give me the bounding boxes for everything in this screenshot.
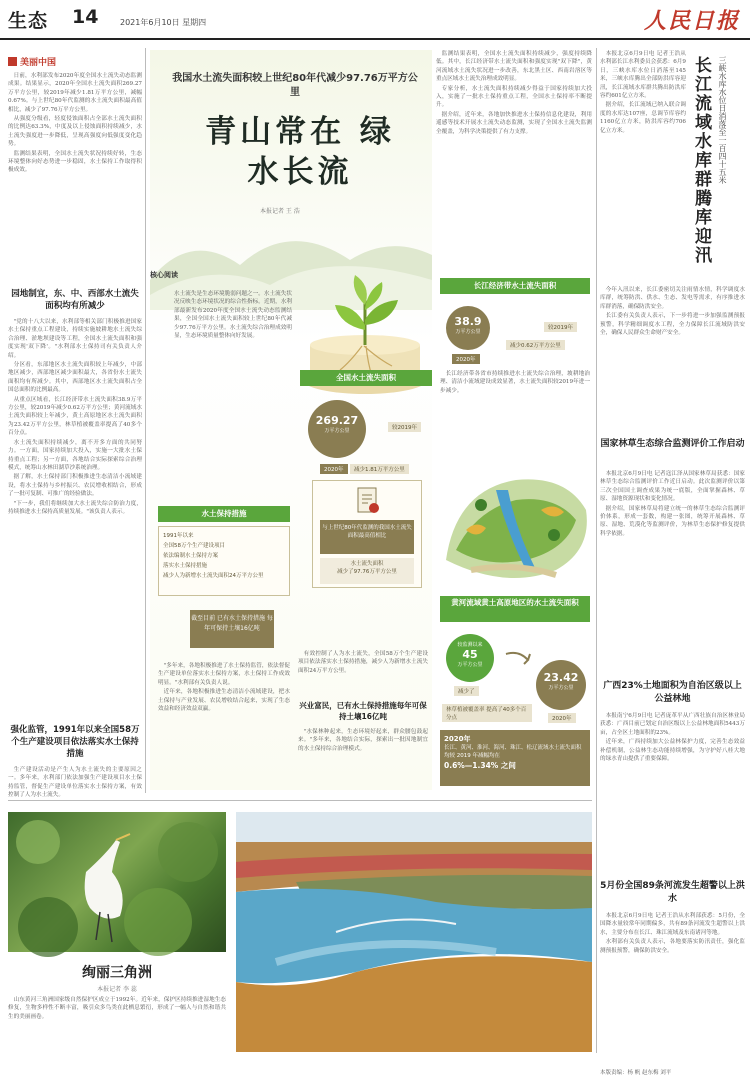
feature-title: 青山常在 绿水长流 [205, 114, 395, 190]
right-column [600, 50, 745, 1076]
column-rule [596, 48, 597, 1053]
feature-subtitle: 我国水土流失面积较上世纪80年代减少97.76万平方公里 [172, 73, 418, 98]
yangtze-reduced: 减少0.62万平方公里 [506, 340, 565, 350]
measures-item: 落实水土保持措施 [163, 563, 208, 569]
article-body: 今年入汛以来，长江委密切关注雨情水情，科学调度水库群，统筹防洪、供水、生态、发电等需求，有序推进水库群消落，确保防洪安全。 长江委有关负责人表示，下一步将进一步加强监测预报预警，科学精细调度水工程，全力保障长江流域防洪安全，确保人民群众生命财产安全。 [600, 287, 745, 337]
loess-plateau-illustration [436, 450, 592, 590]
box-2020: 2020年 长江、黄河、淮河、海河、珠江、松辽流域水土流失面积均较 2019 年减幅均在 0.6%—1.34% 之间 [440, 730, 590, 786]
feature-infographic [150, 50, 432, 790]
yangtze-value-circle: 38.9 万平方公里 [446, 306, 490, 350]
core-reading-text: 水土流失是生态环境脆弱问题之一。水土流失状况反映生态环境状况的综合性指标。近期，水利部最新发布2020年度全国水土流失动态监测结果，全国全国水土流失面积较上世纪80年代减少97.76万平方公里。水土流失综合治理成效明显，生态环境质量整体向好发展。 [174, 291, 292, 340]
page-editors: 本版责编：杨 帆 赵东梅 刘平 [600, 1070, 672, 1076]
article-body: "水保林种起来，生态环境好起来，群众腰包鼓起来。"多年来，各地结合实际，探索出一批因地制宜的水土保持综合治理模式。 [298, 729, 428, 752]
headline-rivers: 5月份全国89条河流发生超警以上洪水 [600, 881, 745, 904]
issue-date: 2021年6月10日 星期四 [120, 18, 207, 27]
left-headline-2: 强化监管，1991年以来全国58万个生产建设项目依法落实水土保持措施 [10, 725, 140, 759]
measures-panel [158, 526, 290, 596]
section-tag: 美丽中国 [8, 55, 56, 68]
sprout-icon [300, 230, 430, 390]
article-body: 本报北京6月9日电 记者王浩从水利部长江水利委员会获悉：6月9日，三峡水库水位日消落至145米，三峡水库腾出全部防洪库容迎汛，长江流域水库群共腾出防洪库容约601亿立方米。 据介绍，长江流域已纳入联合调度的水库达107座，总调节库容约1160亿立方米，防洪库容约706亿立方米。 [600, 51, 686, 134]
document-icon [354, 486, 382, 516]
core-reading-label: 核心阅读 [150, 271, 178, 279]
right-headline: 长江流域水库群腾库迎汛 [691, 56, 711, 265]
article-body: 本报北京6月9日电 记者寇江泽从国家林草局获悉：国家林草生态综合监测评价工作近日启动。此次监测评价以第三次全国国土调查成果为统一底版，全面掌握森林、草原、湿地资源现状和变化情况。 据介绍，国家林草局将建立统一的林草生态综合监测评价体系，形成一套数，构建一张图，统筹开展森林、草原、湿地、荒漠化等监测评价，为林草生态保护修复提供科学依据。 [600, 471, 745, 537]
yellow-value-circle: 23.42 万平方公里 [536, 660, 586, 710]
yangtze-banner: 长江经济带水土流失面积 [440, 278, 590, 294]
yellow-year: 2020年 [548, 713, 576, 723]
egret-photo [8, 812, 226, 952]
feature-right-column [436, 50, 592, 790]
measures-year: 1991年以来 [163, 533, 194, 539]
measures-item: 全国58万个生产建设项目 [163, 543, 225, 549]
yangtze-year: 2020年 [452, 354, 480, 364]
national-year: 2020年 [320, 464, 348, 474]
national-reduced: 减少1.81万平方公里 [350, 464, 409, 474]
left-column [8, 50, 142, 799]
article-body: 本报南宁6月9日电 记者庞革平从广西壮族自治区林业局获悉：广西目前已划定自治区级以上公益林地面积5443万亩，占全区土地面积的23%。 近年来，广西持续加大公益林保护力度，完善生态效益补偿机制，公益林生态功能持续增强，为守护好八桂大地的绿水青山提供了重要保障。 [600, 713, 745, 763]
compare-result: 水土流失面积 减少了97.76万平方公里 [320, 558, 414, 584]
article-body: 有效控制了人为水土流失，全国58万个生产建设项目依法落实水土保持措施，减少人为新增水土流失面积24万平方公里。 [298, 651, 428, 674]
masthead [0, 0, 750, 40]
section-title: 生态 [8, 10, 49, 32]
delta-image [236, 812, 592, 1052]
measures-item: 减少人为新增水土流失面积24万平方公里 [163, 573, 264, 579]
yangtze-vs: 较2019年 [544, 322, 577, 332]
delta-aerial-photo [236, 812, 592, 1052]
right-subtitle: 三峡水库水位日消落至一百四十五米 [718, 56, 727, 184]
compare-box: 与上世纪80年代监测的我国水土流失面积最高值相比 [320, 520, 414, 554]
red-square-icon [8, 57, 17, 66]
headline-guangxi: 广西23%土地面积为自治区级以上公益林地 [603, 681, 742, 704]
column-rule [145, 48, 146, 793]
national-area-banner: 全国水土流失面积 [300, 370, 432, 386]
photo-byline: 本报记者 李 蕊 [97, 986, 137, 993]
measures-foot: 截至目前 已有水土保持措施 每年可保持土壤16亿吨 [190, 610, 274, 648]
article-body: 监测结果表明，全国水土流失面积持续减少，强度持续降低。其中，长江经济带水土流失面积和强度实现"双下降"，黄河流域水土流失状况进一步改善，东北黑土区、西南岩溶区等重点区域水土流失治理成效明显。 专家分析，水土流失面积持续减少得益于国家持续加大投入，实施了一批水土保持重点工程，全国水土保持率不断提升。 据介绍，近年来，各地加快推进水土保持信息化建设，利用遥感等技术开展水土流失动态监测，实现了全国水土流失监测全覆盖，为科学决策提供了有力支撑。 [436, 51, 592, 135]
page-number: 14 [72, 6, 99, 28]
measures-item: 依法编制水土保持方案 [163, 553, 219, 559]
article-body: "多年来，各地积极推进了水土保持监管，依法督促生产建设单位落实水土保持方案，水土保持工作成效明显。"水利部有关负责人说。 近年来，各地积极推进生态清洁小流域建设，把水土保持与产业发展、农民增收结合起来，实现了生态效益和经济效益双赢。 [158, 663, 290, 713]
newspaper-logo: 人民日报 [643, 8, 740, 34]
yellow-note: 林草植被覆盖率 提高了40多个百分点 [442, 704, 532, 722]
article-body: 日前，水利部发布2020年度全国水土流失动态监测成果。结果显示，2020年全国水土流失面积269.27万平方公里，较2019年减少1.81万平方公里，减幅0.67%。与上世纪80年代监测的水土流失面积最高值相比，减少了97.76万平方公里。 从强度分级看，轻度侵蚀面积占全部水土流失面积的比例达63.3%，中度及以上侵蚀面积持续减少，水土流失强度进一步降低，呈现高强度向低强度变化趋势。 监测结果表明，全国水土流失状况持续好转，生态环境整体向好态势进一步稳固，水土保持工作取得积极成效。 [8, 73, 142, 174]
sub-headline: 兴业富民，已有水土保持措施每年可保持土壤16亿吨 [299, 701, 427, 721]
national-vs: 较2019年 [388, 422, 421, 432]
article-body: 生产建设活动是产生人为水土流失的主要原因之一。多年来，水利部门依法加强生产建设项目水土保持监管，督促生产建设单位落实水土保持方案，有效控制了人为水土流失。 [8, 767, 142, 799]
arrow-right-icon [504, 648, 534, 668]
feature-byline: 本报记者 王 浩 [260, 208, 300, 215]
yellow-left-circle: 较监测以来 45 万平方公里 [446, 634, 494, 682]
article-body: 长江经济带各省市持续推进水土流失综合治理，坡耕地治理、清洁小流域建设成效显著，水土流失面积较2019年进一步减少。 [440, 371, 590, 394]
photo-title: 绚丽三角洲 [82, 965, 152, 981]
article-body: 本报北京6月9日电 记者王浩从水利部获悉：5月份，全国降水量较常年同期偏多，共有89条河流发生超警以上洪水，主要分布在长江、珠江流域及东南诸河等地。 水利部有关负责人表示，各地要落实防汛责任，强化监测预报预警，确保防洪安全。 [600, 913, 745, 954]
article-body: "党的十八大以来，水利部等相关部门积极推进国家水土保持重点工程建设，持续实施坡耕地水土流失综合治理、淤地坝建设等工程，全国水土流失面积和强度实现'双下降'。"水利部水土保持司有关负责人介绍。 分区看，东部地区水土流失面积较上年减少，中部地区减少，西部地区减少面积最大，各省份水土流失面积均有所减少。其中，西部地区水土流失面积占全国总面积的比例最高。 从重点区域看，长江经济带水土流失面积38.9万平方公里，较2019年减少0.62万平方公里；黄河流域水土流失面积较上年减少，黄土高原地区水土流失面积为23.42万平方公里，林草植被覆盖率提高了40多个百分点。 水土流失面积持续减少，离不开多方面的共同努力。一方面，国家持续加大投入，实施一大批水土保持重点工程；另一方面，各地结合实际探索综合治理模式，统筹山水林田湖草沙系统治理。 据了解，水土保持部门积极推进生态清洁小流域建设，将水土保持与乡村振兴、农民增收相结合，形成了一批可复制、可推广的经验做法。 "下一步，我们将继续加大水土流失综合防治力度，持续推进水土保持高质量发展。"该负责人表示。 [8, 319, 142, 515]
headline-forest: 国家林草生态综合监测评价工作启动 [600, 439, 745, 449]
egret-image [8, 812, 226, 952]
left-headline-1: 园地制宜，东、中、西部水土流失面积均有所减少 [11, 289, 139, 311]
yellow-river-banner: 黄河流域黄土高原地区的水土流失面积 [440, 596, 590, 622]
national-value-circle: 269.27 万平方公里 [308, 400, 366, 458]
photo-caption: 山东黄河三角洲国家级自然保护区成立于1992年。近年来，保护区持续推进湿地生态修复，生物多样性不断丰富，吸引众多鸟类在此栖息繁衍，形成了一幅人与自然和谐共生的美丽画卷。 [8, 997, 226, 1020]
measures-banner: 水土保持措施 [158, 506, 290, 522]
yellow-left-sub: 减少了 [454, 686, 479, 696]
